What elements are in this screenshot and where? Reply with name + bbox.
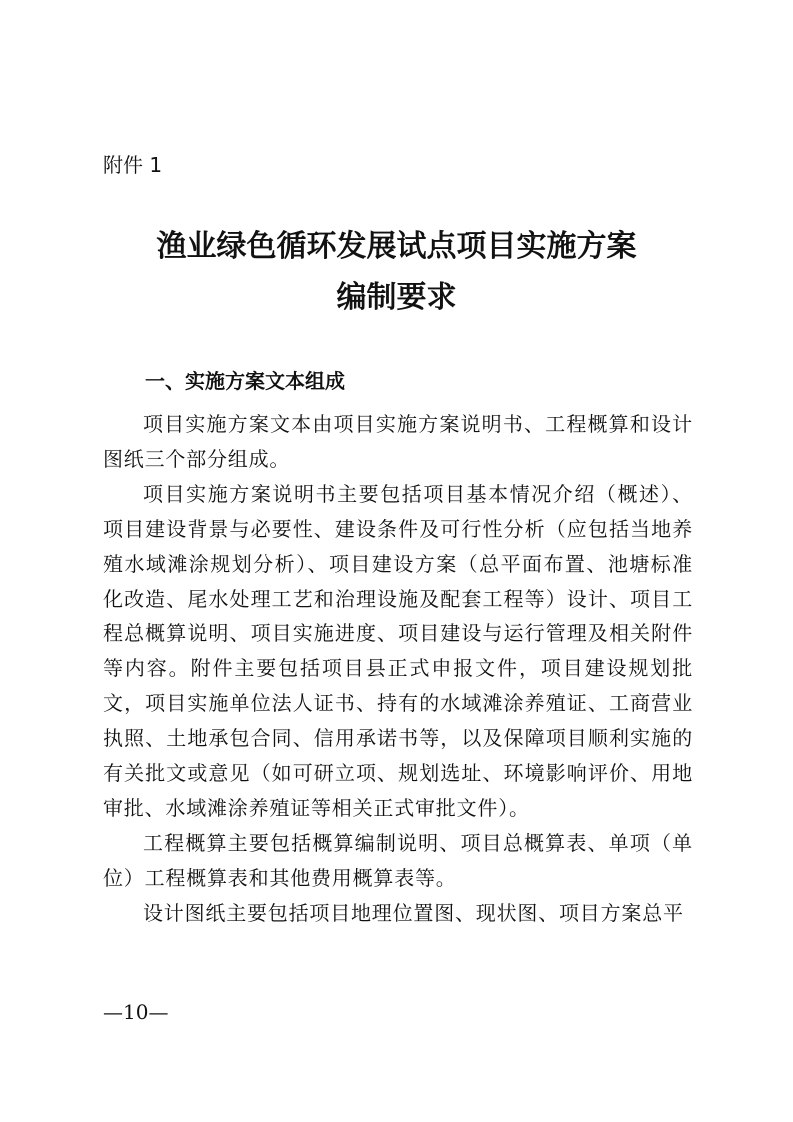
document-title-line-1: 渔业绿色循环发展试点项目实施方案 xyxy=(156,229,637,264)
attachment-label: 附件 1 xyxy=(103,153,163,177)
paragraph-text-composition: 项目实施方案文本由项目实施方案说明书、工程概算和设计图纸三个部分组成。 xyxy=(103,412,693,471)
paragraph-cost-estimate: 工程概算主要包括概算编制说明、项目总概算表、单项（单位）工程概算表和其他费用概算表等。 xyxy=(103,830,693,890)
paragraph-specification-contents: 项目实施方案说明书主要包括项目基本情况介绍（概述）、项目建设背景与必要性、建设条件及可行性分析（应包括当地养殖水域滩涂规划分析）、项目建设方案（总平面布置、池塘标准化改造、尾水处理工艺和治理设施及配套工程等）设计、项目工程总概算说明、项目实施进度、项目建设与运行管理及相关附件等内容。附件主要包括项目县正式申报文件，项目建设规划批文，项目实施单位法人证书、持有的水域滩涂养殖证、工商营业执照、土地承包合同、信用承诺书等，以及保障项目顺利实施的有关批文或意见（如可研立项、规划选址、环境影响评价、用地审批、水域滩涂养殖证等相关正式审批文件）。 xyxy=(103,481,693,820)
section-heading-text-composition: 一、实施方案文本组成 xyxy=(145,369,345,393)
page-number: —10— xyxy=(103,1000,169,1024)
paragraph-design-drawings: 设计图纸主要包括项目地理位置图、现状图、项目方案总平 xyxy=(143,900,684,925)
document-title-line-2: 编制要求 xyxy=(336,280,457,315)
document-body xyxy=(103,407,693,931)
